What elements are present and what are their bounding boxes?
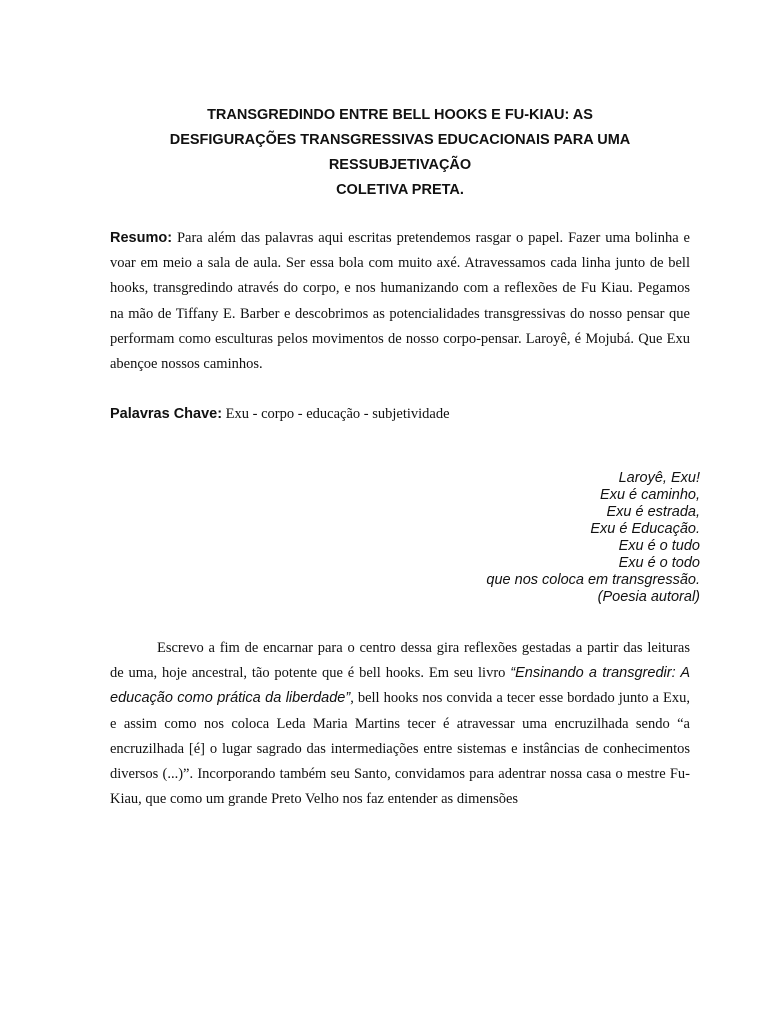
body-text-part-2: , bell hooks nos convida a tecer esse bordado junto a Exu, e assim como nos coloca Leda Maria Martins tecer é atravessar uma encruzilhada sendo “a encruzilhada [é] o lugar sagrado das intermediações entre sistemas e instâncias de conhecimentos diversos (...)”. Incorporando também seu Santo, convidamos para adentrar nossa casa o mestre Fu-Kiau, que como um grande Preto Velho nos faz entender as dimensões xyxy=(110,690,690,808)
poem-line-2: Exu é caminho, xyxy=(600,487,700,503)
poem-line-7: que nos coloca em transgressão. xyxy=(486,572,700,588)
title-line-3: RESSUBJETIVAÇÃO xyxy=(328,157,472,173)
title-line-4: COLETIVA PRETA. xyxy=(336,182,464,198)
poem-line-3: Exu é estrada, xyxy=(606,504,700,520)
poem-line-5: Exu é o tudo xyxy=(618,538,700,554)
abstract-paragraph xyxy=(110,226,690,377)
document-title xyxy=(110,103,690,203)
poem-line-1: Laroyê, Exu! xyxy=(618,470,700,486)
book-title: “Ensinando a transgredir: A educação como prática da liberdade” xyxy=(110,665,690,707)
keywords-text: Exu - corpo - educação - subjetividade xyxy=(222,406,450,422)
abstract-label: Resumo: xyxy=(110,230,173,246)
abstract-text: Para além das palavras aqui escritas pretendemos rasgar o papel. Fazer uma bolinha e voar em meio a sala de aula. Ser essa bola com muito axé. Atravessamos cada linha junto de bell hooks, transgredindo através do corpo, e nos humanizando com a reflexões de Fu Kiau. Pegamos na mão de Tiffany E. Barber e descobrimos as potencialidades transgressivas do nosso pensar que performam como esculturas pelos movimentos de nosso corpo-pensar. Laroyê, é Mojubá. Que Exu abençoe nossos caminhos. xyxy=(110,230,690,373)
poem-line-4: Exu é Educação. xyxy=(590,521,700,537)
keywords-paragraph xyxy=(110,402,690,427)
body-paragraph xyxy=(110,636,690,812)
title-line-1: TRANSGREDINDO ENTRE BELL HOOKS E FU-KIAU: AS xyxy=(207,107,593,123)
poem-line-6: Exu é o todo xyxy=(618,555,700,571)
keywords-label: Palavras Chave: xyxy=(110,406,223,422)
title-line-2: DESFIGURAÇÕES TRANSGRESSIVAS EDUCACIONAIS PARA UMA xyxy=(169,132,631,148)
poem-attribution: (Poesia autoral) xyxy=(597,589,700,605)
epigraph-poem xyxy=(486,470,700,606)
body-text-part-1: Escrevo a fim de encarnar para o centro dessa gira reflexões gestadas a partir das leituras de uma, hoje ancestral, tão potente que é bell hooks. Em seu livro xyxy=(110,640,690,682)
